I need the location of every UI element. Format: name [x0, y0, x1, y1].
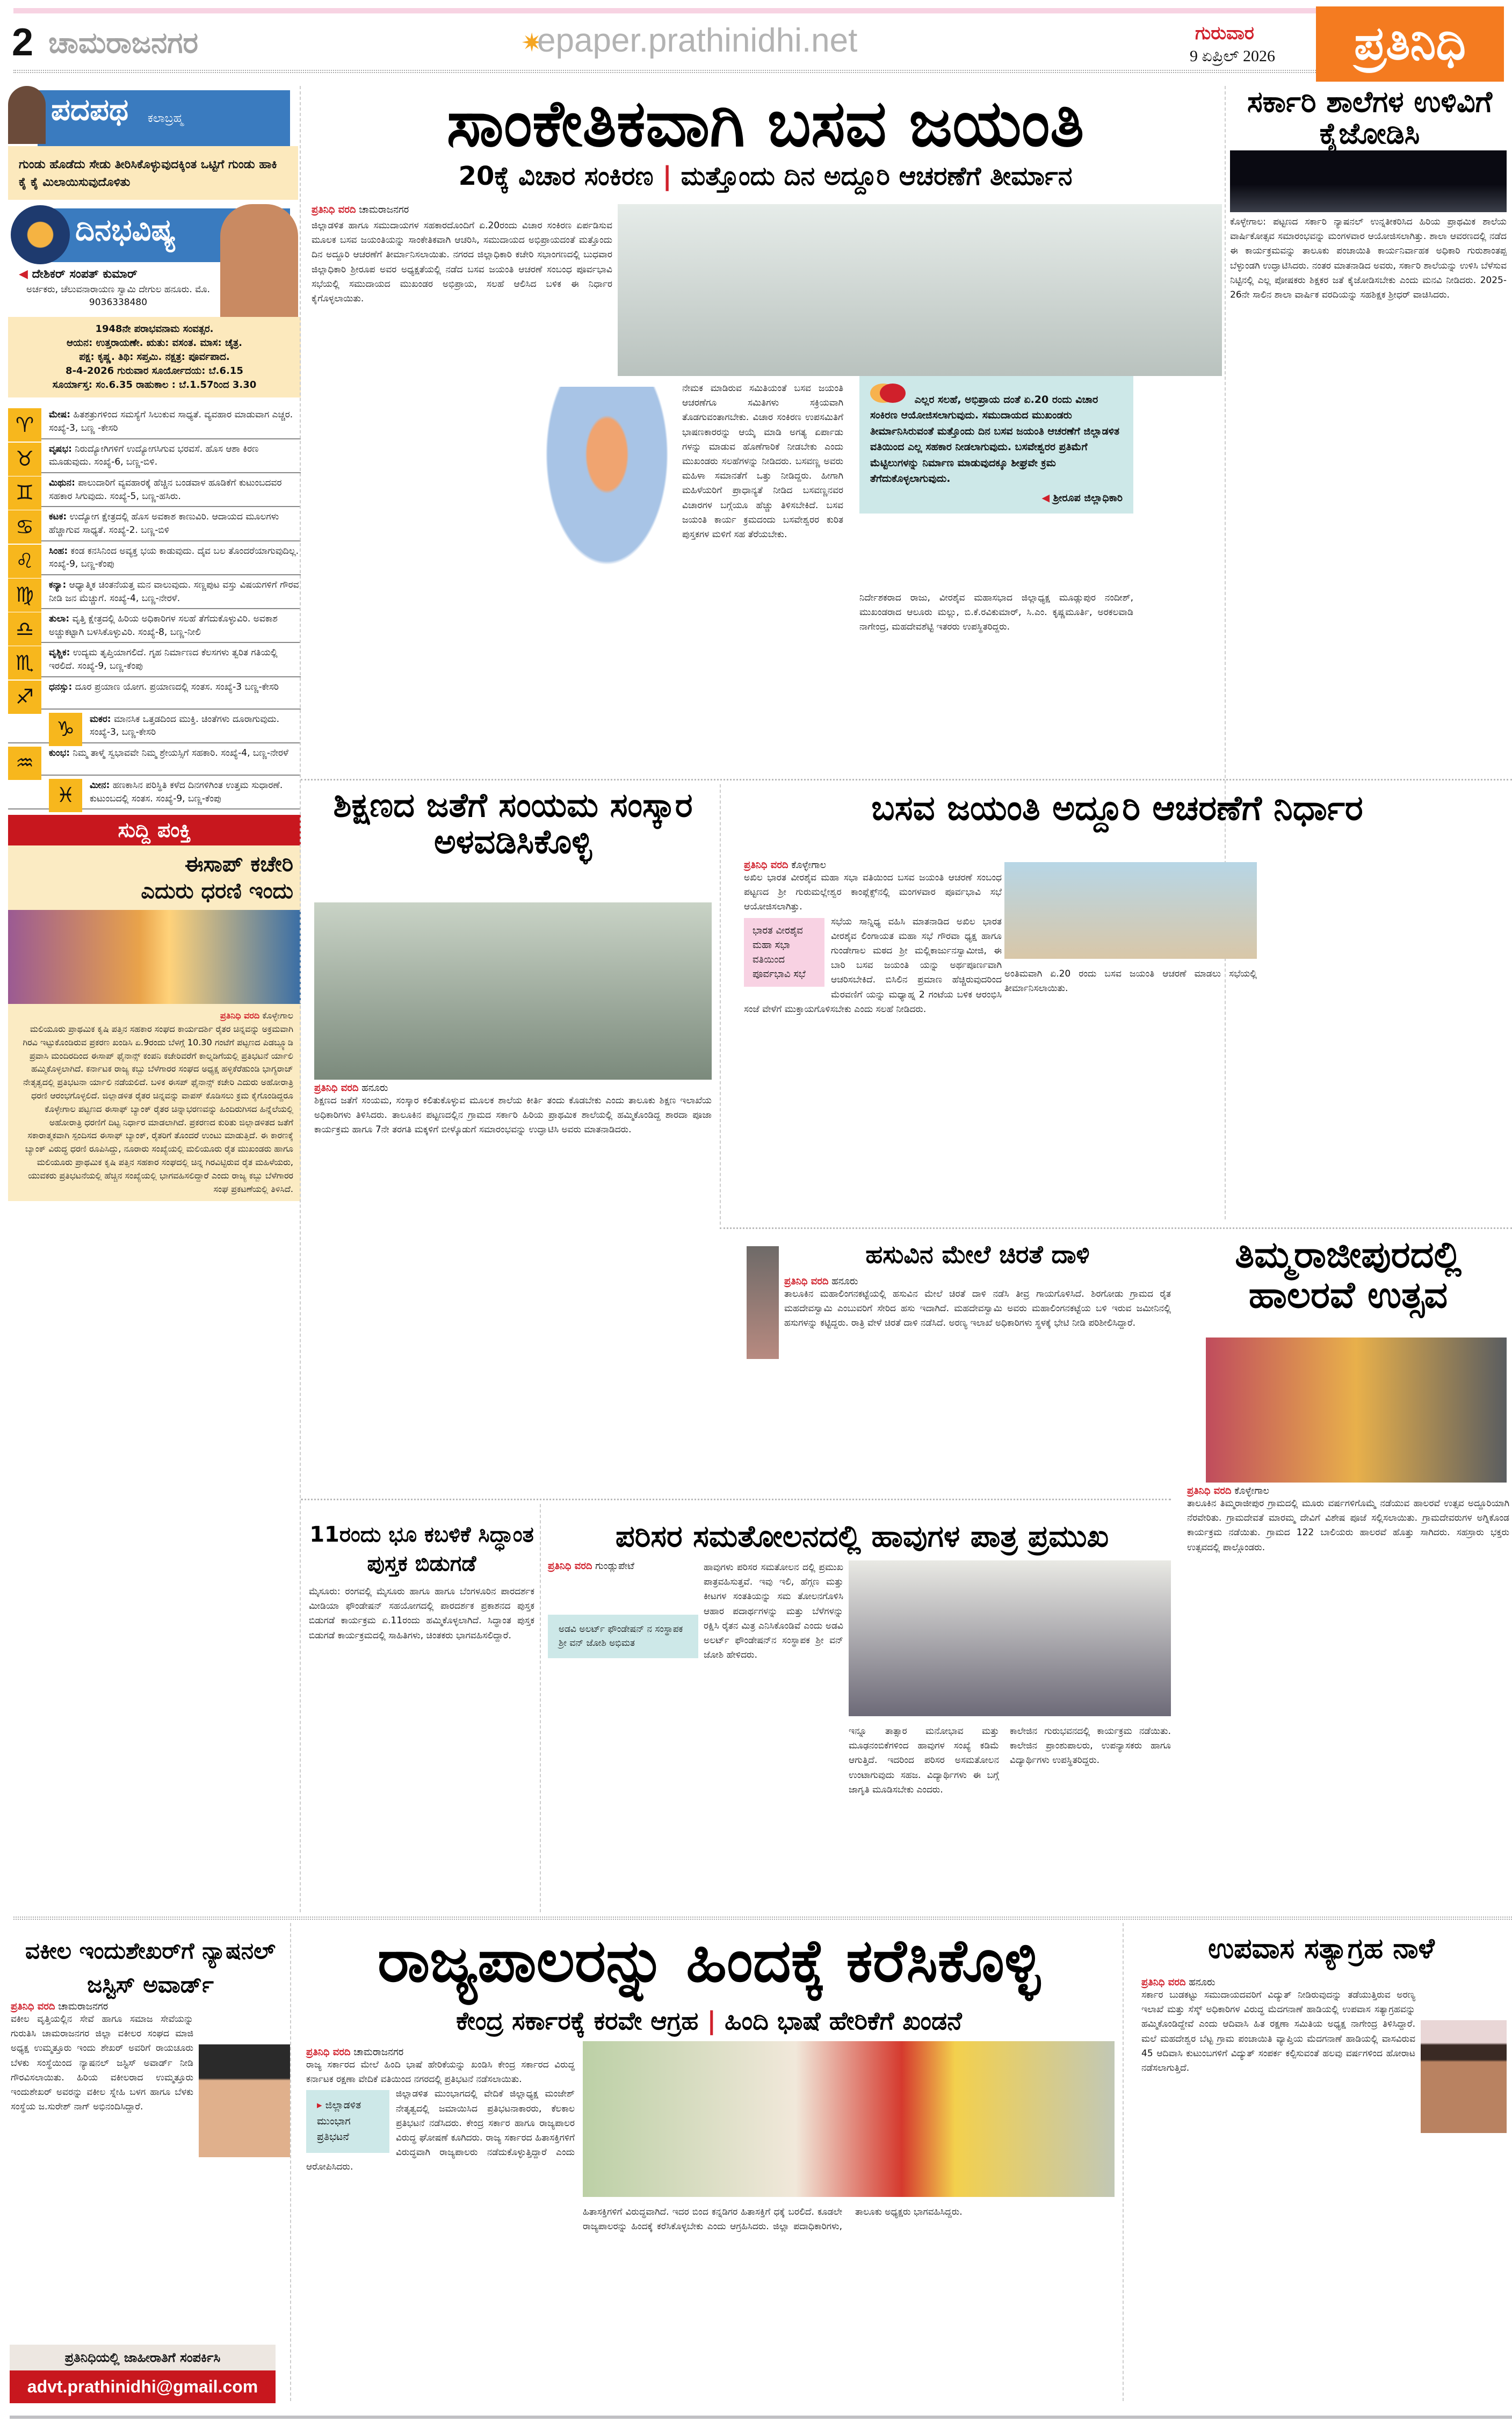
advert-contact-label: ಪ್ರತಿನಿಧಿಯಲ್ಲಿ ಜಾಹೀರಾತಿಗೆ ಸಂಪರ್ಕಿಸಿ — [10, 2345, 276, 2370]
snake-side-box: ಅಡವಿ ಅಲರ್ಟ್ ಫೌಂಡೇಷನ್ ನ ಸಂಸ್ಥಾಪಕ ಶ್ರೀ ವನ್ ಜೋಶಿ ಅಭಿಮತ — [548, 1615, 698, 1658]
rashi-text: ಪಾಲುದಾರಿಗೆ ವ್ಯವಹಾರಕ್ಕೆ ಹೆಚ್ಚಿನ ಬಂಡವಾಳ ಹೂಡಿಕೆಗೆ ಕುಟುಂಬದವರ ಸಹಕಾರ ಸಿಗುವುದು. ಸಂಖ್ಯೆ-5, ಬಣ್ಣ-ಹಸಿರು. — [49, 478, 282, 502]
governor-headline: ರಾಜ್ಯಪಾಲರನ್ನು ಹಿಂದಕ್ಕೆ ಕರೆಸಿಕೊಳ್ಳಿ — [378, 1926, 1040, 1995]
byline-place: ಚಾಮರಾಜನಗರ — [58, 2001, 108, 2012]
astrologer-role: ಅರ್ಚಕರು, ಚೆಲುವನಾರಾಯಣ ಸ್ವಾಮಿ ದೇಗುಲ ಹನೂರು. ಮೊ. 9036338480 — [26, 284, 211, 308]
byline-place: ಚಾಮರಾಜನಗರ — [353, 2047, 404, 2058]
lawyer-text — [11, 2001, 290, 2160]
byline-place: ಗುಂಡ್ಲುಪೇಟೆ — [595, 1560, 634, 1572]
zodiac-icon: ♍ — [8, 579, 41, 612]
cow-photo — [747, 1246, 779, 1359]
byline: ಪ್ರತಿನಿಧಿ ವರದಿ — [312, 204, 356, 215]
rashi-item — [8, 507, 301, 541]
page-bottom-bar — [10, 2416, 1512, 2419]
snake-headline: ಪರಿಸರ ಸಮತೋಲನದಲ್ಲಿ ಹಾವುಗಳ ಪಾತ್ರ ಪ್ರಮುಖ — [615, 1519, 1109, 1554]
governor-body-col3: ಹಿತಾಸಕ್ತಿಗಳಿಗೆ ವಿರುದ್ಧವಾಗಿದೆ. ಇದರ ಬಿಂದ ಕನ್ನಡಿಗರ ಹಿತಾಸಕ್ತಿಗೆ ಧಕ್ಕೆ ಬರಲಿದೆ. ಕೂಡಲೇ ರಾಜ್ಯಪಾಲರನ್ನು ಹಿಂದಕ್ಕೆ ಕರೆಸಿಕೊಳ್ಳಬೇಕು ಎಂದು ಆಗ್ರಹಿಸಿದರು. ಜಿಲ್ಲಾ ಪದಾಧಿಕಾರಿಗಳು, ತಾಲೂಕು ಅಧ್ಯಕ್ಷರು ಭಾಗವಹಿಸಿದ್ದರು. — [583, 2207, 963, 2232]
row-divider — [720, 1227, 1512, 1229]
rashi-item — [8, 776, 301, 809]
newspaper-logo: ಪ್ರತಿನಿಧಿ — [1316, 6, 1504, 82]
fast-headline: ಉಪವಾಸ ಸತ್ಯಾಗ್ರಹ ನಾಳೆ — [1208, 1933, 1435, 1965]
rashi-text: ವೃತ್ತಿ ಕ್ಷೇತ್ರದಲ್ಲಿ ಹಿರಿಯ ಅಧಿಕಾರಿಗಳ ಸಲಹೆ ತೆಗೆದುಕೊಳ್ಳುವಿರಿ. ಅವಕಾಶ ಅಚ್ಚುಕಟ್ಟಾಗಿ ಬಳಸಿಕೊಳ್ಳುವಿರಿ. ಸಂಖ್ಯೆ-8, ಬಣ್ಣ-ನೀಲಿ — [49, 613, 278, 638]
meeting-stage-photo — [1004, 862, 1257, 959]
byline: ಪ್ರತಿನಿಧಿ ವರದಿ — [11, 2001, 55, 2012]
zodiac-icon: ♐ — [8, 681, 41, 714]
basava-side-box: ಭಾರತ ವೀರಶೈವ ಮಹಾ ಸಭಾ ವತಿಯಿಂದ ಪೂರ್ವಭಾವಿ ಸಭೆ — [744, 918, 824, 987]
suddi-byline — [16, 1009, 293, 1023]
governor-subhead-right: ಹಿಂದಿ ಭಾಷೆ ಹೇರಿಕೆಗೆ ಖಂಡನೆ — [725, 2006, 962, 2035]
suddi-body: ಮಲಿಯೂರು ಪ್ರಾಥಮಿಕ ಕೃಷಿ ಪತ್ತಿನ ಸಹಕಾರ ಸಂಘದ ಕಾರ್ಯದರ್ಶಿ ರೈತರ ಚಿನ್ನವನ್ನು ಅಕ್ರಮವಾಗಿ ಗಿರವಿ ಇಟ್ಟುಕೊಂಡಿರುವ ಪ್ರಕರಣ ಖಂಡಿಸಿ ಏ.9ರಂದು ಬೆಳಗ್ಗೆ 10.30 ಗಂಟೆಗೆ ಪಟ್ಟಣದ ಪಿಡಬ್ಲ್ಯೂಡಿ ಪ್ರವಾಸಿ ಮಂದಿರದಿಂದ ಈಸಾಪ್ ಫೈನಾನ್ಸ್ ಕಂಪನಿ ಕಚೇರಿವರೆಗೆ ಕಾಲ್ನಡಿಗೆಯಲ್ಲಿ ಪ್ರತಿಭಟನೆ ರ್ಯಾಲಿ ಹಮ್ಮಿಕೊಳ್ಳಲಾಗಿದೆ. ಕರ್ನಾಟಕ ರಾಜ್ಯ ಕಬ್ಬು ಬೆಳೆಗಾರರ ಸಂಘದ ಅಧ್ಯಕ್ಷ ಹಳ್ಳಿಕೆರೆಹುಂಡಿ ಭಾಗ್ಯರಾಜ್ ನೇತೃತ್ವದಲ್ಲಿ ಪ್ರತಿಭಟನಾ ರ್ಯಾಲಿ ನಡೆಯಲಿದೆ. ಬಳಿಕ ಈಸಪ್ ಫೈನಾನ್ಸ್ ಕಚೇರಿ ಎದುರು ಅಹೋರಾತ್ರಿ ಧರಣಿ ಆರಂಭಗೊಳ್ಳಲಿದೆ. ಜಿಲ್ಲಾಡಳಿತ ರೈತರ ಚಿನ್ನವನ್ನು ವಾಪಸ್ ಕೊಡಿಸಲು ಕ್ರಮ ಕೈಗೊಂಡಿದ್ದರೂ ಕೊಳ್ಳೇಗಾಲ ಪಟ್ಟಣದ ಈಸಾಫ್ ಬ್ಯಾಂಕ್ ರೈತರ ಚಿನ್ನಾಭರಣವನ್ನು ಹಿಂದಿರುಗಿಸದ ಹಿನ್ನೆಲೆಯಲ್ಲಿ ಅಹೋರಾತ್ರಿ ಧರಣಿಗೆ ದಿಟ್ಟ ನಿರ್ಧಾರ ಮಾಡಲಾಗಿದೆ. ಪ್ರಕರಣದ ಕುರಿತು ಜಿಲ್ಲಾಡಳಿತದ ಜತೆಗೆ ಸಕಾರಾತ್ಮಕವಾಗಿ ಸ್ಪಂದಿಸದ ಈಸಾಫ್ ಬ್ಯಾಂಕ್, ರೈತರಿಗೆ ತೊಂದರೆ ಉಂಟು ಮಾಡುತ್ತಿದೆ. ಈ ಕಾರಣಕ್ಕೆ ಬ್ಯಾಂಕ್ ವಿರುದ್ಧ ಧರಣಿ ರೂಪಿಸಿದ್ದು, ನೂರಾರು ಸಂಖ್ಯೆಯಲ್ಲಿ ಮಲಿಯೂರು ರೈತ ಮುಖಂಡರು ಹಾಗೂ ಮಲಿಯೂರು ಪ್ರಾಥಮಿಕ ಕೃಷಿ ಪತ್ತಿನ ಸಹಕಾರ ಸಂಘದಲ್ಲಿ ಚಿನ್ನ ಗಿರವಿಟ್ಟಿರುವ ರೈತ ಮಹಿಳೆಯರು, ಯುವಕರು ಪ್ರತಿಭಟನೆಯಲ್ಲಿ ಹೆಚ್ಚಿನ ಸಂಖ್ಯೆಯಲ್ಲಿ ಭಾಗವಹಿಸಲಿದ್ದಾರೆ ಎಂದು ರಾಜ್ಯ ಕಬ್ಬು ಬೆಳೆಗಾರರ ಸಂಘ ಪ್ರಕಟಣೆಯಲ್ಲಿ ತಿಳಿಸಿದೆ. — [23, 1024, 293, 1194]
left-column — [8, 86, 301, 1201]
students-photo — [314, 902, 712, 1080]
protest-illustration — [8, 910, 301, 1004]
row-divider — [301, 1499, 1171, 1500]
date: 9 ಏಪ್ರಿಲ್ 2026 — [1190, 47, 1276, 65]
column-divider — [720, 784, 721, 1225]
row-divider — [13, 1917, 1512, 1920]
collector-quote-box — [859, 376, 1133, 514]
rashi-name: ಮಕರ: — [90, 713, 111, 725]
basava-kollegal-lead: ಅಖಿಲ ಭಾರತ ವೀರಶೈವ ಮಹಾ ಸಭಾ ವತಿಯಿಂದ ಬಸವ ಜಯಂತಿ ಆಚರಣೆ ಸಂಬಂಧ ಪಟ್ಟಣದ ಶ್ರೀ ಗುರುಮಲ್ಲೇಶ್ವರ ಕಾಂಪ್ಲೆಕ್ಸ್‌ನಲ್ಲಿ ಮಂಗಳವಾರ ಪೂರ್ವಭಾವಿ ಸಭೆ ಆಯೋಜಿಸಲಾಗಿತ್ತು. — [744, 872, 1002, 913]
page-number: 2 — [12, 21, 34, 64]
governor-body: ಜಿಲ್ಲಾಡಳಿತ ಮುಂಭಾಗದಲ್ಲಿ ವೇದಿಕೆ ಜಿಲ್ಲಾಧ್ಯಕ್ಷ ಮಂಜೇಶ್ ನೇತೃತ್ವದಲ್ಲಿ ಜಮಾಯಿಸಿದ ಪ್ರತಿಭಟನಾಕಾರರು, ಕೆಲಕಾಲ ಪ್ರತಿಭಟನೆ ನಡೆಸಿದರು. ಕೇಂದ್ರ ಸರ್ಕಾರ ಹಾಗೂ ರಾಜ್ಯಪಾಲರ ವಿರುದ್ಧ ಘೋಷಣೆ ಕೂಗಿದರು. ರಾಜ್ಯ ಸರ್ಕಾರದ ಹಿತಾಸಕ್ತಿಗಳಿಗೆ ವಿರುದ್ಧವಾಗಿ ರಾಜ್ಯಪಾಲರು ನಡೆದುಕೊಳ್ಳುತ್ತಿದ್ದಾರೆ ಎಂದು ಆರೋಪಿಸಿದರು. — [306, 2088, 575, 2173]
rashi-name: ಮೇಷ: — [49, 409, 71, 421]
rashi-item — [8, 643, 301, 677]
byline: ಪ್ರತಿನಿಧಿ ವರದಿ — [784, 1276, 829, 1287]
column-divider — [290, 1923, 291, 2401]
advert-email[interactable]: advt.prathinidhi@gmail.com — [10, 2370, 276, 2403]
lead-col1 — [312, 204, 612, 306]
teachers-text — [314, 1082, 712, 1138]
rashi-list — [8, 405, 301, 809]
rashi-item — [8, 575, 301, 609]
zodiac-wheel-icon — [11, 205, 70, 264]
zodiac-icon: ♌ — [8, 545, 41, 578]
section-district: ಚಾಮರಾಜನಗರ — [48, 26, 199, 60]
panchanga-box — [8, 317, 301, 397]
padapatha-box — [8, 86, 301, 317]
rashi-name: ಮಿಥುನ: — [49, 478, 75, 489]
book-body: ಮೈಸೂರು: ರಂಗವಲ್ಲಿ ಮೈಸೂರು ಹಾಗೂ ಹಾಗೂ ಬೆಂಗಳೂರಿನ ಪಾರದರ್ಶಕ ಮೀಡಿಯಾ ಫೌಂಡೇಷನ್ ಸಹಯೋಗದಲ್ಲಿ ಪಾರದರ್ಶಕ ಪ್ರಕಾಶನದ ಪುಸ್ತಕ ಬಿಡುಗಡೆ ಕಾರ್ಯಕ್ರಮ ಏ.11ರಂದು ಹಮ್ಮಿಕೊಳ್ಳಲಾಗಿದೆ. ಸಿದ್ಧಾಂತ ಪುಸ್ತಕ ಬಿಡುಗಡೆ ಕಾರ್ಯಕ್ರಮದಲ್ಲಿ ಸಾಹಿತಿಗಳು, ಚಿಂತಕರು ಭಾಗವಹಿಸಲಿದ್ದಾರೆ. — [309, 1586, 534, 1641]
byline-place: ಹನೂರು — [1189, 1977, 1216, 1988]
column-divider — [1123, 1923, 1124, 2401]
panchanga-line: 1948ನೇ ಪರಾಭವನಾಮ ಸಂವತ್ಸರ. — [95, 323, 214, 335]
rashi-item — [8, 405, 301, 439]
masthead-divider — [13, 70, 1316, 73]
column-divider — [1225, 86, 1226, 1219]
lead-body-col3: ನಿರ್ದೇಶಕರಾದ ರಾಜು, ವೀರಶೈವ ಮಹಾಸಭಾದ ಜಿಲ್ಲಾಧ್ಯಕ್ಷ ಮೂಡ್ಲುಪುರ ನಂದೀಶ್, ಮುಖಂಡರಾದ ಆಲೂರು ಮಲ್ಲು, ಬಿ.ಕೆ.ರವಿಕುಮಾರ್, ಸಿ.ಎಂ. ಕೃಷ್ಣಮೂರ್ತಿ, ಅರಕಲವಾಡಿ ನಾಗೇಂದ್ರ, ಮಹದೇವಶೆಟ್ಟಿ ಇತರರು ಉಪಸ್ಥಿತರಿದ್ದರು. — [859, 592, 1133, 633]
rashi-item — [8, 609, 301, 643]
festival-photo — [1206, 1338, 1507, 1483]
byline: ಪ್ರತಿನಿಧಿ ವರದಿ — [1141, 1977, 1186, 1988]
padapatha-author: ಕಲಾಬ್ರಹ್ಮ — [148, 112, 184, 125]
governor-side-text: ಜಿಲ್ಲಾಡಳಿತ ಮುಂಭಾಗ ಪ್ರತಿಭಟನೆ — [317, 2099, 361, 2143]
rashi-text: ಹಿತಶತ್ರುಗಳಿಂದ ಸಮಸ್ಯೆಗೆ ಸಿಲುಕುವ ಸಾಧ್ಯತೆ. ವ್ಯವಹಾರ ಮಾಡುವಾಗ ಎಚ್ಚರ. ಸಂಖ್ಯೆ-3, ಬಣ್ಣ -ಕೇಸರಿ — [49, 409, 293, 434]
governor-side-box — [306, 2090, 389, 2152]
top-color-band — [13, 8, 1324, 13]
padapatha-quote: ಗುಂಡು ಹೊಡೆದು ಸೇಡು ತೀರಿಸಿಕೊಳ್ಳುವುದಕ್ಕಿಂತ ಒಟ್ಟಿಗೆ ಗುಂಡು ಹಾಕಿ ಕೈ ಕೈ ಮಿಲಾಯಿಸುವುದೊಳಿತು — [8, 146, 298, 200]
quote-attribution-text: ಶ್ರೀರೂಪ ಜಿಲ್ಲಾಧಿಕಾರಿ — [1053, 491, 1123, 504]
quote-icon — [880, 384, 906, 403]
governor-col1 — [306, 2047, 575, 2175]
rashi-name: ಕನ್ಯಾ: — [49, 579, 67, 590]
rashi-item — [8, 439, 301, 473]
rashi-text: ಹಣಕಾಸಿನ ಪರಿಸ್ಥಿತಿ ಕಳೆದ ದಿನಗಳಿಗಿಂತ ಉತ್ತಮ ಸುಧಾರಣೆ. ಕುಟುಂಬದಲ್ಲಿ ಸಂತಸ. ಸಂಖ್ಯೆ-9, ಬಣ್ಣ-ಕೆಂಪು — [90, 780, 283, 804]
quote-attribution — [870, 490, 1123, 506]
sun-icon: ✷ — [521, 28, 543, 58]
byline: ಪ್ರತಿನಿಧಿ ವರದಿ — [548, 1560, 592, 1572]
byline: ಪ್ರತಿನಿಧಿ ವರದಿ — [1187, 1485, 1232, 1497]
snake-body-col2: ಇನ್ನೂ ತಾತ್ಸಾರ ಮನೋಭಾವ ಮತ್ತು ಮೂಢನಂಬಿಕೆಗಳಿಂದ ಹಾವುಗಳ ಸಂಖ್ಯೆ ಕಡಿಮೆ ಆಗುತ್ತಿದೆ. ಇದರಿಂದ ಪರಿಸರ ಅಸಮತೋಲನ ಉಂಟಾಗುವುದು ಸಹಜ. ವಿದ್ಯಾರ್ಥಿಗಳು ಈ ಬಗ್ಗೆ ಜಾಗೃತಿ ಮೂಡಿಸಬೇಕು ಎಂದರು. — [849, 1726, 999, 1795]
protest-photo — [583, 2041, 1115, 2197]
snake-body-col3: ಕಾಲೇಜಿನ ಗುರುಭವನದಲ್ಲಿ ಕಾರ್ಯಕ್ರಮ ನಡೆಯಿತು. ಕಾಲೇಜಿನ ಪ್ರಾಂಶುಪಾಲರು, ಉಪನ್ಯಾಸಕರು ಹಾಗೂ ವಿದ್ಯಾರ್ಥಿಗಳು ಉಪಸ್ಥಿತರಿದ್ದರು. — [1010, 1726, 1171, 1766]
lawyer-photo — [199, 2044, 290, 2157]
zodiac-icon: ♑ — [49, 713, 82, 746]
rashi-text: ಮಾನಸಿಕ ಒತ್ತಡದಿಂದ ಮುಕ್ತಿ. ಚಿಂತೆಗಳು ದೂರಾಗುವುದು. ಸಂಖ್ಯೆ-3, ಬಣ್ಣ-ಕೇಸರಿ — [90, 713, 280, 738]
dinabhavishya-title: ದಿನಭವಿಷ್ಯ — [75, 213, 176, 248]
lead-headline: ಸಾಂಕೇತಿಕವಾಗಿ ಬಸವ ಜಯಂತಿ — [446, 86, 1084, 161]
byline-place: ಹನೂರು — [831, 1276, 858, 1287]
basava-kollegal-tail: ಅಂತಿಮವಾಗಿ ಏ.20 ರಂದು ಬಸವ ಜಯಂತಿ ಆಚರಣೆ ಮಾಡಲು ಸಭೆಯಲ್ಲಿ ತೀರ್ಮಾನಿಸಲಾಯಿತು. — [1004, 968, 1257, 994]
rashi-text: ನಿಮ್ಮ ತಾಳ್ಮೆ ಸ್ವಭಾವವೇ ನಿಮ್ಮ ಶ್ರೇಯಸ್ಸಿಗೆ ಸಹಕಾರಿ. ಸಂಖ್ಯೆ-4, ಬಣ್ಣ-ನೇರಳೆ — [73, 748, 288, 758]
rashi-name: ಮೀನ: — [90, 780, 110, 791]
lawyer-headline: ವಕೀಲ ಇಂದುಶೇಖರ್‌ಗೆ ನ್ಯಾಷನಲ್ ಜಸ್ಟಿಸ್ ಅವಾರ್ಡ್ — [25, 1938, 276, 1998]
lead-body-col1: ಜಿಲ್ಲಾಡಳಿತ ಹಾಗೂ ಸಮುದಾಯಗಳ ಸಹಕಾರದೊಂದಿಗೆ ಏ.20ರಂದು ವಿಚಾರ ಸಂಕಿರಣ ಏರ್ಪಡಿಸುವ ಮೂಲಕ ಬಸವ ಜಯಂತಿಯನ್ನು ಸಾಂಕೇತಿಕವಾಗಿ ಆಚರಿಸಿ, ಸಮುದಾಯದ ಅಭಿಪ್ರಾಯದಂತೆ ಮತ್ತೊಂದು ದಿನ ಅದ್ದೂರಿ ಆಚರಣೆಗೆ ತೀರ್ಮಾನಿಸಲಾಯಿತು. ನಗರದ ಜಿಲ್ಲಾಧಿಕಾರಿ ಕಚೇರಿ ಸಭಾಂಗಣದಲ್ಲಿ ಬುಧವಾರ ಜಿಲ್ಲಾಧಿಕಾರಿ ಶ್ರೀರೂಪ ಅವರ ಅಧ್ಯಕ್ಷತೆಯಲ್ಲಿ ನಡೆದ ಬಸವ ಜಯಂತಿ ಆಚರಣೆ ಸಂಬಂಧ ಪೂರ್ವಭಾವಿ ಸಭೆಯಲ್ಲಿ ಸಮುದಾಯದ ಮುಖಂಡರ ಅಭಿಪ್ರಾಯ, ಸಲಹೆ ಆಲಿಸಿದ ಬಳಿಕ ಈ ನಿರ್ಧಾರ ಕೈಗೊಳ್ಳಲಾಯಿತು. — [312, 220, 612, 304]
lead-subhead-left: 20ಕ್ಕೆ ವಿಚಾರ ಸಂಕಿರಣ — [458, 161, 654, 191]
students-group-photo — [849, 1560, 1171, 1716]
byline: ಪ್ರತಿನಿಧಿ ವರದಿ — [220, 1010, 260, 1021]
rashi-item — [8, 473, 301, 507]
lead-subhead — [309, 161, 1222, 192]
meeting-photo — [618, 204, 1222, 376]
festival-body: ತಾಲೂಕಿನ ತಿಮ್ಮರಾಜೀಪುರ ಗ್ರಾಮದಲ್ಲಿ ಮೂರು ವರ್ಷಗಳಿಗೊಮ್ಮೆ ನಡೆಯುವ ಹಾಲರವೆ ಉತ್ಸವ ಅದ್ದೂರಿಯಾಗಿ ನೆರವೇರಿತು. ಗ್ರಾಮದೇವತೆ ಮಾರಮ್ಮ ದೇವಿಗೆ ವಿಶೇಷ ಪೂಜೆ ಸಲ್ಲಿಸಲಾಯಿತು. ಗ್ರಾಮದೇವರುಗಳ ಅಗ್ನಿಕೊಂಡ ಕಾರ್ಯಕ್ರಮ ನಡೆಯಿತು. ಗ್ರಾಮದ 122 ಬಾಲಿಯರು ಹಾಲರವೆ ಹೊತ್ತು ಸಾಗಿದರು. ಸಹಸ್ರಾರು ಭಕ್ತರು ಉತ್ಸವದಲ್ಲಿ ಪಾಲ್ಗೊಂಡರು. — [1187, 1498, 1509, 1553]
rashi-name: ತುಲಾ: — [49, 613, 70, 625]
pointer-icon: ◀ — [1041, 491, 1050, 504]
teachers-headline: ಶಿಕ್ಷಣದ ಜತೆಗೆ ಸಂಯಮ ಸಂಸ್ಕಾರ ಅಳವಡಿಸಿಕೊಳ್ಳಿ — [333, 785, 693, 862]
byline: ಪ್ರತಿನಿಧಿ ವರದಿ — [306, 2047, 351, 2058]
rashi-item — [8, 743, 301, 776]
rashi-name: ಕುಂಭ: — [49, 748, 70, 758]
byline: ಪ್ರತಿನಿಧಿ ವರದಿ — [744, 859, 788, 871]
rashi-text: ದೂರ ಪ್ರಯಾಣ ಯೋಗ. ಪ್ರಯಾಣದಲ್ಲಿ ಸಂತಸ. ಸಂಖ್ಯೆ-3 ಬಣ್ಣ-ಕೇಸರಿ — [75, 681, 279, 692]
school-headline: ಸರ್ಕಾರಿ ಶಾಲೆಗಳ ಉಳಿವಿಗೆ ಕೈಜೋಡಿಸಿ — [1247, 85, 1493, 151]
rashi-name: ಕಟಕ: — [49, 511, 67, 523]
zodiac-icon: ♎ — [8, 612, 41, 646]
suddi-title-line2: ಎದುರು ಧರಣಿ ಇಂದು — [141, 879, 293, 904]
rashi-text: ಆಧ್ಯಾತ್ಮಿಕ ಚಿಂತನೆಯತ್ತ ಮನ ವಾಲುವುದು. ಸಣ್ಣಪುಟ ವಸ್ತು ವಿಷಯಗಳಿಗೆ ಗೌರವ ನೀಡಿ ಜನ ಮೆಚ್ಚುಗೆ. ಸಂಖ್ಯೆ-4, ಬಣ್ಣ-ನೇರಳೆ. — [49, 579, 299, 604]
padapatha-title: ಪದಪಥ — [51, 92, 129, 127]
byline-place: ಚಾಮರಾಜನಗರ — [359, 204, 409, 215]
byline-place: ಕೊಳ್ಳೇಗಾಲ — [791, 859, 827, 871]
astrologer-photo — [220, 204, 298, 317]
column-divider — [540, 1504, 541, 1912]
book-headline: 11ರಂದು ಭೂ ಕಬಳಿಕೆ ಸಿದ್ಧಾಂತ ಪುಸ್ತಕ ಬಿಡುಗಡೆ — [309, 1522, 534, 1576]
rashi-name: ಧನಸ್ಸು: — [49, 681, 73, 692]
rashi-item — [8, 710, 301, 743]
school-event-photo — [1230, 150, 1507, 212]
panchanga-line: ಪಕ್ಷ: ಕೃಷ್ಣ. ತಿಥಿ: ಸಪ್ತಮಿ. ನಕ್ಷತ್ರ: ಪೂರ್ವಪಾದ. — [79, 351, 230, 363]
snake-body-col1: ಹಾವುಗಳು ಪರಿಸರ ಸಮತೋಲನ ದಲ್ಲಿ ಪ್ರಮುಖ ಪಾತ್ರವಹಿಸುತ್ತವೆ. ಇವು ಇಲಿ, ಹೆಗ್ಗಣ ಮತ್ತು ಕೀಟಗಳ ಸಂತತಿಯನ್ನು ಸಮ ತೋಲನಗೊಳಿಸಿ ಆಹಾರ ಪದಾರ್ಥಗಳನ್ನು ಮತ್ತು ಬೆಳೆಗಳನ್ನು ರಕ್ಷಿಸಿ ರೈತನ ಮಿತ್ರ ಎನಿಸಿಕೊಂಡಿವೆ ಎಂದು ಅಡವಿ ಅಲರ್ಟ್ ಫೌಂಡೇಷನ್‌ನ ಸಂಸ್ಥಾಪಕ ಶ್ರೀ ವನ್ ಜೋಶಿ ಹೇಳಿದರು. — [704, 1562, 843, 1661]
lawyer-body: ವಕೀಲ ವೃತ್ತಿಯಲ್ಲಿನ ಸೇವೆ ಹಾಗೂ ಸಮಾಜ ಸೇವೆಯನ್ನು ಗುರುತಿಸಿ ಚಾಮರಾಜನಗರ ಜಿಲ್ಲಾ ವಕೀಲರ ಸಂಘದ ಮಾಜಿ ಅಧ್ಯಕ್ಷ ಉಮ್ಮತ್ತೂರು ಇಂದು ಶೇಖರ್ ಅವರಿಗೆ ರಾಯಚೂರು ಬೆಳಕು ಸಂಸ್ಥೆಯಿಂದ ನ್ಯಾಷನಲ್ ಜಸ್ಟಿಸ್ ಅವಾರ್ಡ್ ನೀಡಿ ಗೌರವಿಸಲಾಯಿತು. ಹಿರಿಯ ವಕೀಲರಾದ ಉಮ್ಮತ್ತೂರು ಇಂದುಶೇಖರ್ ಅವರನ್ನು ವಕೀಲ ಸ್ನೇಹಿ ಬಳಗ ಹಾಗೂ ಬೆಳಕು ಸಂಸ್ಥೆಯ ಜ.ಸುರೇಶ್ ನಾಗ್ ಅಭಿನಂದಿಸಿದ್ದಾರೆ. — [11, 2014, 193, 2113]
rashi-item — [8, 541, 301, 575]
suddi-pankti-header: ಸುದ್ದಿ ಪಂಕ್ತಿ — [8, 815, 301, 845]
rashi-text: ಕಂಡ ಕನಸಿನಿಂದ ಅವ್ಯಕ್ತ ಭಯ ಕಾಡುವುದು. ದೈವ ಬಲ ತೊಂದರೆಯಾಗುವುದಿಲ್ಲ. ಸಂಖ್ಯೆ-9, ಬಣ್ಣ-ಕೆಂಪು — [49, 545, 299, 570]
rashi-text: ಉದ್ಯೋಗ ಕ್ಷೇತ್ರದಲ್ಲಿ ಹೊಸ ಅವಕಾಶ ಕಾಣುವಿರಿ. ಆದಾಯದ ಮೂಲಗಳು ಹೆಚ್ಚಾಗುವ ಸಾಧ್ಯತೆ. ಸಂಖ್ಯೆ-2. ಬಣ್ಣ-ಬಿಳಿ — [49, 511, 279, 536]
festival-headline: ತಿಮ್ಮರಾಜೀಪುರದಲ್ಲಿ ಹಾಲರವೆ ಉತ್ಸವ — [1235, 1234, 1462, 1317]
governor-subhead-left: ಕೇಂದ್ರ ಸರ್ಕಾರಕ್ಕೆ ಕರವೇ ಆಗ್ರಹ — [456, 2006, 699, 2035]
rashi-text: ಉದ್ಯಮ ತೃಪ್ತಿಯಾಗಲಿದೆ. ಗೃಹ ನಿರ್ಮಾಣದ ಕೆಲಸಗಳು ತ್ವರಿತ ಗತಿಯಲ್ಲಿ ಇರಲಿದೆ. ಸಂಖ್ಯೆ-9, ಬಣ್ಣ-ಕೆಂಪು — [49, 647, 278, 672]
quote-text: ಎಲ್ಲರ ಸಲಹೆ, ಅಭಿಪ್ರಾಯ ದಂತೆ ಏ.20 ರಂದು ವಿಚಾರ ಸಂಕಿರಣ ಆಯೋಜಿಸಲಾಗುವುದು. ಸಮುದಾಯದ ಮುಖಂಡರು ತೀರ್ಮಾನಿಸಿರುವಂತೆ ಮತ್ತೊಂದು ದಿನ ಬಸವ ಜಯಂತಿ ಆಚರಣೆಗೆ ಜಿಲ್ಲಾಡಳಿತ ವತಿಯಿಂದ ಎಲ್ಲ ಸಹಕಾರ ನೀಡಲಾಗುವುದು. ಬಸವೇಶ್ವರರ ಪ್ರತಿಮೆಗೆ ಮೆಟ್ಟಿಲುಗಳನ್ನು ನಿರ್ಮಾಣ ಮಾಡುವುದಕ್ಕೂ ಶೀಘ್ರವೇ ಕ್ರಮ ತೆಗೆದುಕೊಳ್ಳಲಾಗುವುದು. — [870, 394, 1120, 485]
subhead-separator: | — [707, 2006, 725, 2035]
panchanga-line: ಆಯನ: ಉತ್ತರಾಯಣೇ. ಋತು: ವಸಂತ. ಮಾಸ: ಚೈತ್ರ. — [66, 337, 243, 349]
byline-place: ಕೊಳ್ಳೇಗಾಲ — [1234, 1485, 1270, 1497]
pointer-icon: ▸ — [317, 2099, 322, 2112]
fast-text — [1141, 1977, 1507, 2136]
basavanna-illustration — [537, 387, 677, 580]
snake-col1 — [548, 1560, 698, 1658]
zodiac-icon: ♊ — [8, 476, 41, 510]
fast-body: ಸರ್ಕಾರ ಬುಡಕಟ್ಟು ಸಮುದಾಯದವರಿಗೆ ವಿದ್ಯುತ್ ನೀಡಿರುವುದನ್ನು ತಡೆಯುತ್ತಿರುವ ಅರಣ್ಯ ಇಲಾಖೆ ಮತ್ತು ಸೆಸ್ಕ್ ಅಧಿಕಾರಿಗಳ ವಿರುದ್ಧ ಮೆದಗನಾಣೆ ಹಾಡಿಯಲ್ಲಿ ಉಪವಾಸ ಸತ್ಯಾಗ್ರಹವನ್ನು ಹಮ್ಮಿಕೊಂಡಿದ್ದೇವೆ ಎಂದು ಆದಿವಾಸಿ ಹಿತ ರಕ್ಷಣಾ ಸಮಿತಿಯ ಅಧ್ಯಕ್ಷ ನಾಗೇಂದ್ರ ತಿಳಿಸಿದ್ದಾರೆ. ಮಲೆ ಮಹದೇಶ್ವರ ಬೆಟ್ಟ ಗ್ರಾಮ ಪಂಚಾಯಿತಿ ವ್ಯಾಪ್ತಿಯ ಮೆದಗನಾಣೆ ಹಾಡಿಯಲ್ಲಿ ವಾಸವಿರುವ 45 ಆದಿವಾಸಿ ಕುಟುಂಬಗಳಿಗೆ ವಿದ್ಯುತ್ ಸಂಪರ್ಕ ಕಲ್ಪಿಸುವಂತೆ ಹಲವು ವರ್ಷಗಳಿಂದ ಹೋರಾಟ ನಡೆಸಲಾಗುತ್ತಿದೆ. — [1141, 1990, 1415, 2073]
governor-subhead — [301, 2006, 1117, 2036]
panchanga-line: 8-4-2026 ಗುರುವಾರ ಸೂರ್ಯೋದಯ: ಬೆ.6.15 — [66, 365, 243, 377]
subhead-separator: | — [662, 161, 681, 191]
rashi-text: ನಿರುದ್ಯೋಗಿಗಳಿಗೆ ಉದ್ಯೋಗಸಿಗುವ ಭರವಸೆ. ಹೊಸ ಆಶಾ ಕಿರಣ ಮೂಡುವುದು. ಸಂಖ್ಯೆ-6, ಬಣ್ಣ-ಬಿಳಿ. — [49, 443, 259, 468]
leopard-text — [784, 1276, 1171, 1331]
advert-box — [10, 2345, 276, 2403]
lead-body-col2: ನೇಮಕ ಮಾಡಿರುವ ಸಮಿತಿಯಂತೆ ಬಸವ ಜಯಂತಿ ಆಚರಣೆಗೂ ಸಮಿತಿಗಳು ಸಕ್ರಿಯವಾಗಿ ತೊಡಗುವಂತಾಗಬೇಕು. ವಿಚಾರ ಸಂಕಿರಣ ಉಪಸಮಿತಿಗೆ ಭಾಷಣಕಾರರನ್ನು ಆಯ್ಕೆ ಮಾಡಿ ಅಗತ್ಯ ಏರ್ಪಾಡು ಗಳನ್ನು ಮಾಡುವ ಹೊಣೆಗಾರಿಕೆ ನೀಡಬೇಕು ಎಂದು ಮುಖಂಡರು ಸಲಹೆಗಳನ್ನು ನೀಡಿದರು. ಬಸವಣ್ಣ ಅವರು ಮಹಿಳಾ ಸಮಾನತೆಗೆ ಒತ್ತು ನೀಡಿದ್ದರು. ಹೀಗಾಗಿ ಮಹಿಳೆಯರಿಗೆ ಪ್ರಾಧಾನ್ಯತೆ ನೀಡಿದ ಬಸವಣ್ಣನವರ ವಿಚಾರಗಳ ಬಗ್ಗೆಯೂ ಹೆಚ್ಚು ತಿಳಿಸಬೇಕಿದೆ. ಬಸವ ಜಯಂತಿ ಕಾರ್ಯ ಕ್ರಮದಂದು ಬಸವೇಶ್ವರರ ಕುರಿತ ಪುಸ್ತಕಗಳ ಮಳಿಗೆ ಸಹ ತೆರೆಯಬೇಕು. — [682, 383, 843, 540]
panchanga-line: ಸೂರ್ಯಾಸ್ತ: ಸಂ.6.35 ರಾಹುಕಾಲ : ಬೆ.1.57ರಿಂದ 3.30 — [52, 379, 257, 391]
row-divider — [301, 779, 1512, 780]
basava-kollegal-body: ಸಭೆಯ ಸಾನ್ನಿಧ್ಯ ವಹಿಸಿ ಮಾತನಾಡಿದ ಅಖಿಲ ಭಾರತ ವೀರಶೈವ ಲಿಂಗಾಯತ ಮಹಾ ಸಭೆ ಗೌರವಾ ಧ್ಯಕ್ಷ ಹಾಗೂ ಗುಂಡೇಗಾಲ ಮಠದ ಶ್ರೀ ಮಲ್ಲಿಕಾರ್ಜುನಸ್ವಾಮೀಜಿ, ಈ ಬಾರಿ ಬಸವ ಜಯಂತಿ ಯನ್ನು ಅರ್ಥಪೂರ್ಣವಾಗಿ ಆಚರಿಸಬೇಕಿದೆ. ಬಿಸಿಲಿನ ಪ್ರಮಾಣ ಹೆಚ್ಚಿರುವುದರಿಂದ ಮೆರವಣಿಗೆ ಯನ್ನು ಮಧ್ಯಾಹ್ನ 2 ಗಂಟೆಯ ಬಳಿಕ ಆರಂಭಿಸಿ ಸಂಜೆ ವೇಳೆಗೆ ಮುಕ್ತಾಯಗೊಳಿಸಬೇಕು ಎಂದು ಸಲಹೆ ನೀಡಿದರು. — [744, 916, 1002, 1015]
rashi-item — [8, 677, 301, 710]
suddi-title-line1: ಈಸಾಪ್ ಕಚೇರಿ — [184, 852, 293, 877]
zodiac-icon: ♒ — [8, 747, 41, 780]
lead-subhead-right: ಮತ್ತೊಂದು ದಿನ ಅದ್ದೂರಿ ಆಚರಣೆಗೆ ತೀರ್ಮಾನ — [681, 161, 1073, 191]
rashi-name: ಸಿಂಹ: — [49, 545, 68, 556]
school-body: ಕೊಳ್ಳೇಗಾಲ: ಪಟ್ಟಣದ ಸರ್ಕಾರಿ ನ್ಯಾಷನಲ್ ಉನ್ನತೀಕರಿಸಿದ ಹಿರಿಯ ಪ್ರಾಥಮಿಕ ಶಾಲೆಯ ವಾರ್ಷಿಕೋತ್ಸವ ಸಮಾರಂಭವನ್ನು ಮಂಗಳವಾರ ಆಯೋಜಿಸಲಾಗಿತ್ತು. ಶಾಲಾ ಆವರಣದಲ್ಲಿ ನಡೆದ ಈ ಕಾರ್ಯಕ್ರಮವನ್ನು ತಾಲೂಕು ಪಂಚಾಯಿತಿ ಕಾರ್ಯನಿರ್ವಾಹಕ ಅಧಿಕಾರಿ ಗುರುಶಾಂತಪ್ಪ ಬೆಳ್ಳುಂಡಗಿ ಉದ್ಘಾಟಿಸಿದರು. ನಂತರ ಮಾತನಾಡಿದ ಅವರು, ಸರ್ಕಾರಿ ಶಾಲೆಯನ್ನು ಉಳಿಸಿ ಬೆಳೆಸುವ ನಿಟ್ಟಿನಲ್ಲಿ ಎಲ್ಲ ಪೋಷಕರು ಶಿಕ್ಷಕರ ಜತೆ ಕೈಜೋಡಿಸಬೇಕು ಎಂದು ಮನವಿ ನೀಡಿದರು. 2025-26ನೇ ಸಾಲಿನ ಶಾಲಾ ವಾರ್ಷಿಕ ವರದಿಯನ್ನು ಸಹಶಿಕ್ಷಕ ಶ್ರೀಧರ್ ವಾಚಿಸಿದರು. — [1230, 216, 1507, 300]
suddi-pankti-box — [8, 845, 301, 1201]
zodiac-icon: ♏ — [8, 646, 41, 679]
byline: ಪ್ರತಿನಿಧಿ ವರದಿ — [314, 1082, 359, 1094]
column-divider — [300, 86, 301, 1912]
zodiac-icon: ♓ — [49, 779, 82, 812]
festival-text — [1187, 1485, 1509, 1555]
leopard-body: ತಾಲೂಕಿನ ಮಹಾಲಿಂಗನಕಟ್ಟೆಯಲ್ಲಿ ಹಸುವಿನ ಮೇಲೆ ಚಿರತೆ ದಾಳಿ ನಡೆಸಿ ತೀವ್ರ ಗಾಯಗೊಳಿಸಿದೆ. ಶಿರಗೋಡು ಗ್ರಾಮದ ರೈತ ಮಹದೇವಸ್ವಾಮಿ ಎಂಬುವರಿಗೆ ಸೇರಿದ ಹಸು ಇದಾಗಿದೆ. ಮಹದೇವಸ್ವಾಮಿ ಅವರು ಮಹಾಲಿಂಗನಕಟ್ಟೆಯ ಬಳಿ ಇರುವ ಜಮೀನಿನಲ್ಲಿ ಹಸುಗಳನ್ನು ಕಟ್ಟಿದ್ದರು. ರಾತ್ರಿ ವೇಳೆ ಚಿರತೆ ದಾಳಿ ನಡೆಸಿದೆ. ಅರಣ್ಯ ಇಲಾಖೆ ಅಧಿಕಾರಿಗಳು ಸ್ಥಳಕ್ಕೆ ಭೇಟಿ ನೀಡಿ ಪರಿಶೀಲಿಸಿದ್ದಾರೆ. — [784, 1289, 1171, 1329]
rashi-name: ವೃಶ್ಚಿಕ: — [49, 647, 70, 659]
byline-place: ಹನೂರು — [361, 1082, 388, 1094]
governor-lead: ರಾಜ್ಯ ಸರ್ಕಾರದ ಮೇಲೆ ಹಿಂದಿ ಭಾಷೆ ಹೇರಿಕೆಯನ್ನು ಖಂಡಿಸಿ ಕೇಂದ್ರ ಸರ್ಕಾರದ ವಿರುದ್ಧ ಕರ್ನಾಟಕ ರಕ್ಷಣಾ ವೇದಿಕೆ ವತಿಯಿಂದ ನಗರದಲ್ಲಿ ಪ್ರತಿಭಟನೆ ನಡೆಸಲಾಯಿತು. — [306, 2059, 575, 2085]
basava-kollegal-col1 — [744, 859, 1002, 1017]
zodiac-icon: ♋ — [8, 510, 41, 544]
leopard-headline: ಹಸುವಿನ ಮೇಲೆ ಚಿರತೆ ದಾಳಿ — [865, 1240, 1090, 1269]
website-link[interactable]: epaper.prathinidhi.net — [537, 22, 858, 59]
byline-place: ಕೊಳ್ಳೇಗಾಲ — [262, 1010, 293, 1021]
zodiac-icon: ♈ — [8, 408, 41, 442]
rashi-name: ವೃಷಭ: — [49, 443, 72, 454]
teachers-body: ಶಿಕ್ಷಣದ ಜತೆಗೆ ಸಂಯಮ, ಸಂಸ್ಕಾರ ಕಲಿತುಕೊಳ್ಳುವ ಮೂಲಕ ಶಾಲೆಯ ಕೀರ್ತಿ ತಂದು ಕೊಡಬೇಕು ಎಂದು ತಾಲೂಕು ಶಿಕ್ಷಣ ಇಲಾಖೆಯ ಅಧಿಕಾರಿಗಳು ತಿಳಿಸಿದರು. ತಾಲೂಕಿನ ಪಟ್ಟಣದಲ್ಲಿನ ಗ್ರಾಮದ ಸರ್ಕಾರಿ ಹಿರಿಯ ಪ್ರಾಥಮಿಕ ಶಾಲೆಯಲ್ಲಿ ಹಮ್ಮಿಕೊಂಡಿದ್ದ ಶಾರದಾ ಪೂಜಾ ಕಾರ್ಯಕ್ರಮ ಹಾಗೂ 7ನೇ ತರಗತಿ ಮಕ್ಕಳಿಗೆ ಬೀಳ್ಕೊಡುಗೆ ಸಮಾರಂಭವನ್ನು ಉದ್ಘಾಟಿಸಿ ಅವರು ಮಾತನಾಡಿದರು. — [314, 1095, 712, 1136]
zodiac-icon: ♉ — [8, 443, 41, 476]
columnist-photo — [8, 86, 46, 144]
leader-photo — [1421, 2020, 1507, 2133]
weekday: ಗುರುವಾರ — [1195, 23, 1254, 44]
astrologer-name: ◀ ದೇಶಿಕರ್ ಸಂಪತ್ ಕುಮಾರ್ — [19, 268, 138, 281]
basava-kollegal-headline: ಬಸವ ಜಯಂತಿ ಅದ್ದೂರಿ ಆಚರಣೆಗೆ ನಿರ್ಧಾರ — [871, 789, 1363, 828]
